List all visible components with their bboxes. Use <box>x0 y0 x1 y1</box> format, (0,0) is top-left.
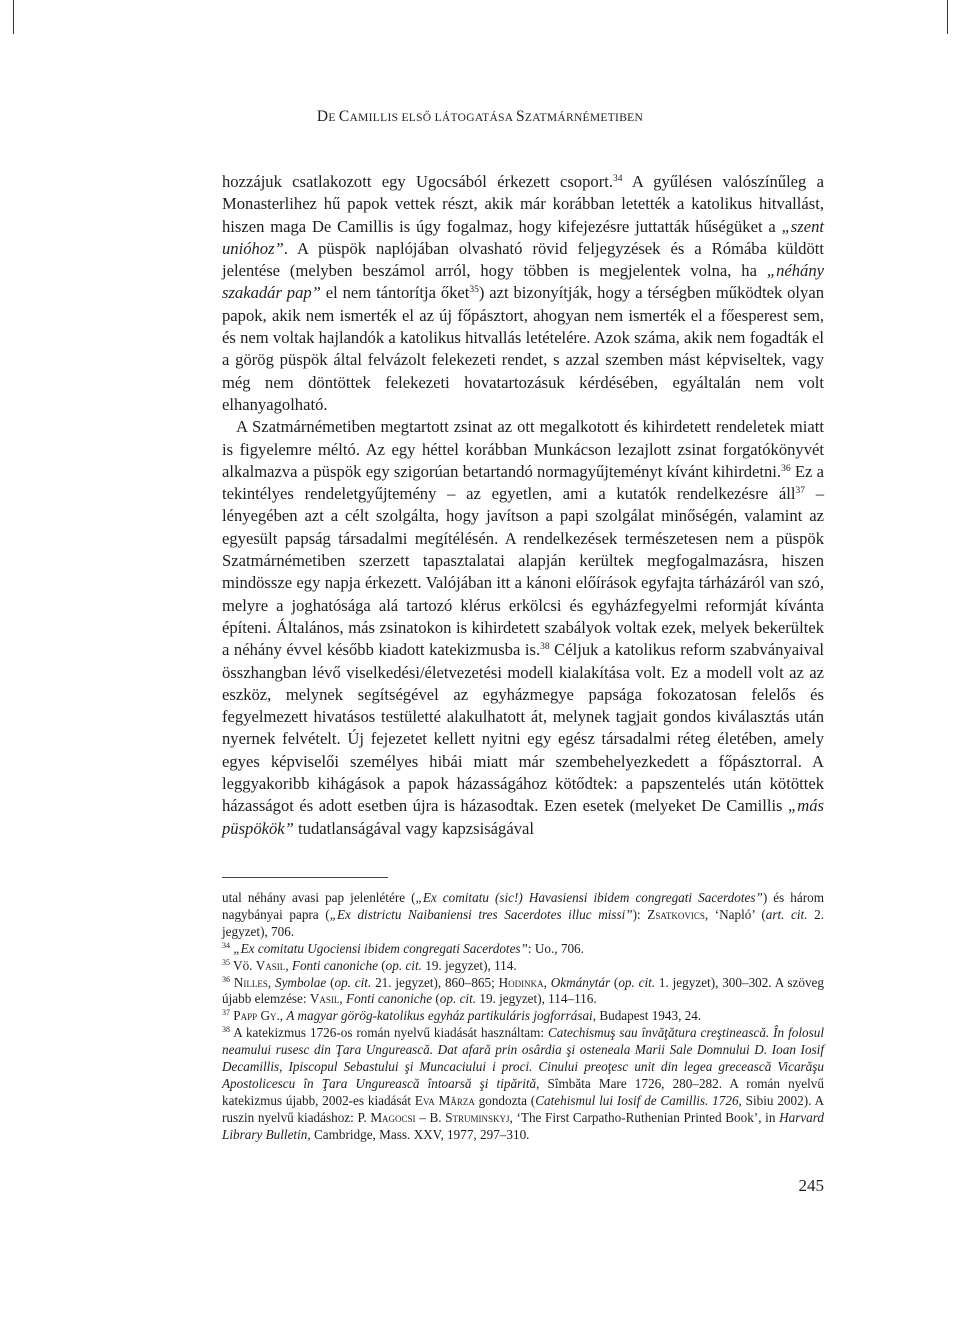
text-run: el nem tántorítja őket <box>320 283 470 303</box>
footnote-ref-35[interactable]: 35 <box>469 285 479 296</box>
text-run: , Cambridge, Mass. XXV, 1977, 297–310. <box>307 1126 530 1142</box>
footnote-34 <box>222 941 824 958</box>
text-run: , <box>339 991 347 1007</box>
footnote-number: 38 <box>222 1025 230 1035</box>
text-run: ( <box>377 957 386 973</box>
italic-run: Fonti canoniche <box>346 991 433 1007</box>
text-run: A Szatmárnémetiben megtartott zsinat az ott megalkotott és kihirdetett rendeletek miatt is figyelemre méltó. Az egy héttel korábban Munkácson lezajlott zsinat forgatókönyvét alkalmazva a püspök egy szigorúan betartandó normagyűjteményt kívánt kihirdetni. <box>222 417 824 481</box>
footnote-number: 35 <box>222 957 230 967</box>
text-run: 2. jegyzet), 706. <box>222 906 824 939</box>
crop-mark-right <box>947 0 948 34</box>
text-run: . A püspök naplójában olvasható rövid feljegyzések és a Rómába küldött jelentése (melyben beszámol arról, hogy többen is megjelentek volna, ha <box>222 238 824 281</box>
italic-run: Harvard Library Bulletin <box>222 1109 825 1142</box>
author-name: Papp Gy. <box>233 1008 280 1024</box>
text-run: , <box>543 974 551 990</box>
footnote-37 <box>222 1008 824 1025</box>
text-run: , <box>267 974 275 990</box>
italic-run: „Ex comitatu (sic!) Havasiensi ibidem congregati Sacerdotes” <box>415 890 763 905</box>
author-name: Hodinka <box>498 974 544 990</box>
text-run: ) azt bizonyítják, hogy a térségben működtek olyan papok, akik nem ismerték el az új főpásztort, ahogyan nem ismerték el a főesperest sem, és nem voltak hajlandók a katolikus hitvallás letételére. Azok száma, akik nem fogadták el a görög püspök által felvázolt felekezeti rendet, s azzal szemben mást képviseltek, vagy még nem döntöttek felekezeti hovatartozásuk kérdésében, egyáltalán nem volt elhanyagolható. <box>222 283 825 414</box>
page-number: 245 <box>798 1176 824 1195</box>
main-text <box>222 171 824 840</box>
paragraph-1 <box>222 171 824 416</box>
footnote-number: 34 <box>222 940 230 950</box>
text-run: , <box>279 1008 287 1024</box>
footnote-number: 37 <box>222 1008 230 1018</box>
text-run: , <box>285 957 292 973</box>
text-run: , Budapest 1943, 24. <box>592 1008 702 1024</box>
footnote-35 <box>222 958 824 975</box>
text-run: Ez a tekintélyes rendeletgyűjtemény – az egyetlen, ami a kutatók rendelkezésre áll <box>222 461 825 504</box>
italic-run: op. cit. <box>385 957 422 973</box>
text-run: ( <box>610 974 619 990</box>
footnote-ref-36[interactable]: 36 <box>781 463 791 474</box>
italic-run: Symbolae <box>274 974 327 990</box>
footnote-continuation <box>222 890 824 941</box>
italic-run: op. cit. <box>618 974 656 990</box>
running-head-part: E <box>328 112 339 124</box>
text-run: Vö. <box>230 957 256 973</box>
text-run: – B. <box>415 1109 446 1125</box>
italic-run: Okmánytár <box>550 974 611 990</box>
italic-run: Fonti canoniche <box>291 957 378 973</box>
text-run: hozzájuk csatlakozott egy Ugocsából érkezett csoport. <box>222 172 613 191</box>
footnote-ref-37[interactable]: 37 <box>795 486 805 497</box>
italic-run: op. cit. <box>439 991 477 1007</box>
author-name: Zsatkovics <box>647 906 705 922</box>
footnote-38 <box>222 1025 824 1143</box>
text-run: gondozta ( <box>474 1092 536 1108</box>
text-run: ) és három nagybányai papra ( <box>222 890 824 922</box>
text-run: A katekizmus 1726-os román nyelvű kiadását használtam: <box>230 1025 548 1041</box>
running-head <box>0 108 960 126</box>
text-run: utal néhány avasi pap jelenlétére ( <box>222 890 416 905</box>
footnote-36 <box>222 975 824 1009</box>
text-run: , Sîmbăta Mare 1726, 280–282. A román nyelvű katekizmus újabb, 2002-es kiadását <box>222 1075 824 1108</box>
text-run: 1. jegyzet), 300–302. A szöveg újabb elemzése: <box>222 974 824 1007</box>
text-run: , ‘Napló’ ( <box>704 906 766 922</box>
author-name: Vasil <box>309 991 340 1007</box>
italic-run: „Ex districtu Naibaniensi tres Sacerdotes illuc missi” <box>329 906 633 922</box>
italic-run: art. cit. <box>765 906 808 922</box>
footnote-ref-34[interactable]: 34 <box>612 174 623 184</box>
italic-run: op. cit. <box>334 974 372 990</box>
text-run: A gyűlésen valószínűleg a Monasterlihez hű papok vettek részt, akik már korábban letették a katolikus hitvallást, hiszen maga De Camillis is úgy fogalmaz, hogy kifejezésre juttatták hűségüket a <box>222 172 824 236</box>
author-name: Vasil <box>255 957 286 973</box>
running-head-part: D <box>316 108 329 125</box>
running-head-part: C <box>338 108 350 125</box>
footnote-ref-38[interactable]: 38 <box>540 642 550 653</box>
italic-run: Catechismuş sau învăţătura creştinească. În folosul neamului rusesc din Ţara Ungurească. Dat afară prin osârdia şi osteneala Marii Sale Domnului D. Ioan Iosif Decamillis, Ipiscopul Sebastului şi Muncaciului i proci. Cinului preoţesc unit din legea grecească Vicarăşu Apostolicescu în Ţara Ungurească întoarsă şi tipărită <box>222 1025 825 1091</box>
text-run: ( <box>432 991 440 1007</box>
text-run: 19. jegyzet), 114–116. <box>476 991 597 1007</box>
author-name: Struminskyj <box>445 1109 510 1125</box>
text-run: – lényegében azt a célt szolgálta, hogy javítson a papi szolgálat minőségén, valamint az egyesült papság társadalmi megítélésén. A rendelkezések természetesen nem a püspök Szatmárnémetiben szerzett tapasztalatai alapján kerültek megfogalmazásra, hiszen mindössze egy napja érkezett. Valójában itt a kánoni előírások egyfajta tárházáról van szó, melyre a joghatósága alá tartozó klérus erkölcsi és egyházfegyelmi reformját kívánta építeni. Általános, más zsinatokon is kihirdetett szabályok voltak ezek, melyek bekerültek a néhány évvel később kiadott katekizmusba is. <box>222 484 824 660</box>
running-head-part: S <box>515 108 525 125</box>
footnotes <box>222 890 824 1144</box>
author-name: Magocsi <box>370 1109 416 1125</box>
text-run: ( <box>326 974 335 990</box>
italic-run: A magyar görög-katolikus egyház partikuláris jogforrásai <box>286 1008 593 1024</box>
running-head-part: AMILLIS ELSŐ LÁTOGATÁSA <box>349 112 516 124</box>
crop-mark-left <box>13 0 14 34</box>
quote-italic: „néhány szakadár pap” <box>222 261 824 303</box>
author-name: Eva Mârza <box>414 1092 475 1108</box>
footnote-number: 36 <box>222 974 230 984</box>
text-run: : Uo., 706. <box>527 940 584 956</box>
quote-italic: „szent unióhoz” <box>222 216 824 258</box>
italic-run: „Ex comitatu Ugociensi ibidem congregati Sacerdotes” <box>230 940 528 956</box>
text-run: tudatlanságával vagy kapzsiságával <box>293 818 534 838</box>
text-run: Céljuk a katolikus reform szabványaival összhangban lévő viselkedési/életvezetési modell kialakítása volt. Ez a modell volt az az eszköz, melynek segítségével az egyházmegye papsága fokozatosan felelős és fegyelmezett hivatásos testületté alakulhatott át, melynek tagjait gondos kiválasztás után nyernek felvételt. Új fejezetet kellett nyitni egy egész társadalmi réteg életében, amely egyes képviselői személyes hibái miatt már szembehelyezkedett a főpásztorral. A leggyakoribb kihágások a papok házasságához kötődtek: a papszentelés után kötöttek házasságot és adott esetben újra is házasodtak. Ezen esetek (melyeket De Camillis <box>222 640 824 816</box>
text-run: ): <box>632 906 648 922</box>
footnote-separator <box>222 877 388 878</box>
quote-italic: „más püspökök” <box>222 796 824 838</box>
text-run: 19. jegyzet), 114. <box>421 957 517 973</box>
text-run: , Sibiu 2002). A ruszin nyelvű kiadáshoz: P. <box>222 1092 824 1125</box>
author-name: Nilles <box>233 974 268 990</box>
running-head-part: ZATMÁRNÉMETIBEN <box>524 112 644 124</box>
text-run: 21. jegyzet), 860–865; <box>371 974 499 990</box>
text-run: , ‘The First Carpatho-Ruthenian Printed Book’, in <box>509 1109 780 1125</box>
paragraph-2 <box>222 416 824 840</box>
italic-run: Catehismul lui Iosif de Camillis. 1726 <box>535 1092 739 1108</box>
